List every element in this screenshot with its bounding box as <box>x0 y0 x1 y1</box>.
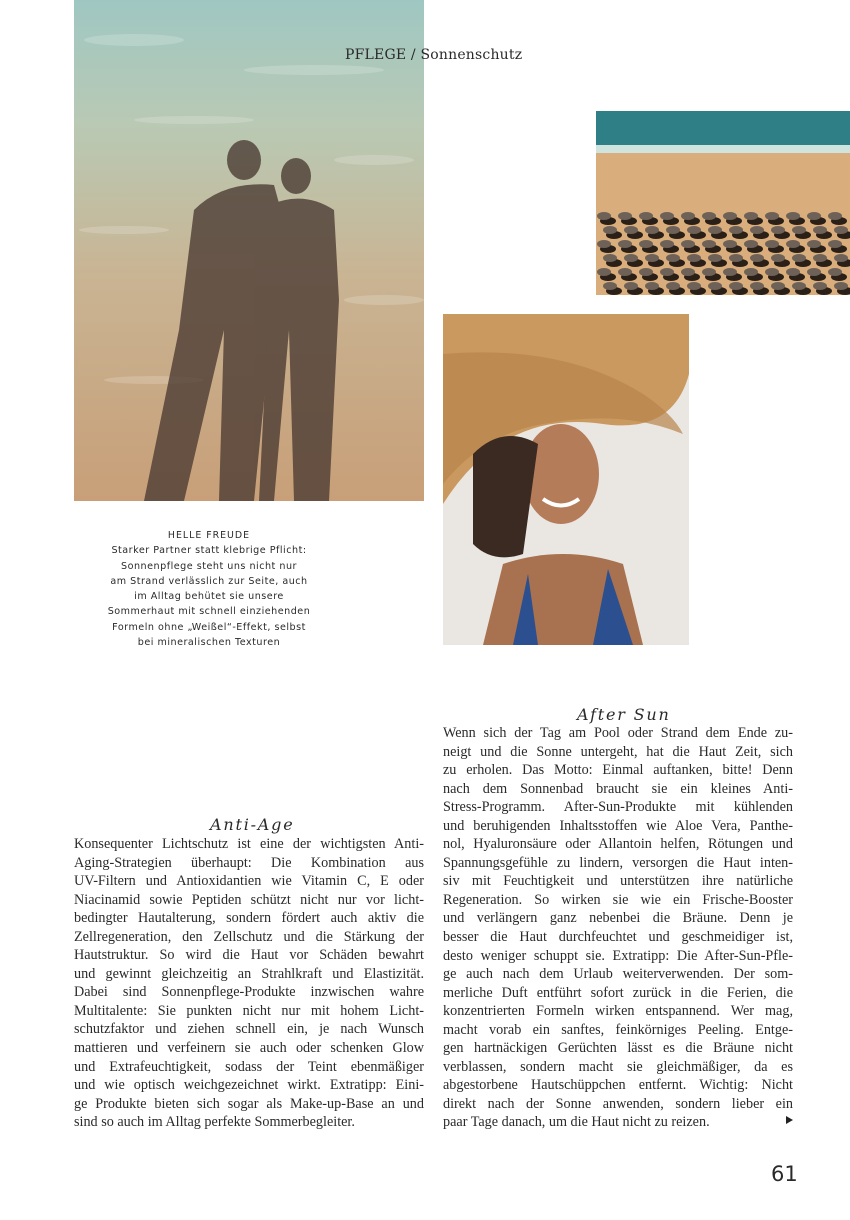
after-sun-body <box>443 724 793 1132</box>
photo-caption <box>74 528 344 650</box>
anti-age-title: Anti-Age <box>210 815 295 834</box>
body-line: neigt und die Sonne untergeht, hat die Haut Zeit, sich <box>443 743 793 760</box>
body-line: gen hartnäckigen Gerüchten lässt es die Bräune nicht <box>443 1040 793 1057</box>
body-line: merliche Duft entführt sofort zurück in die Ferien, die <box>443 984 793 1001</box>
caption-line: bei mineralischen Texturen <box>137 637 281 649</box>
body-line: nach dem Sonnenbad braucht sie ein kleines Anti- <box>443 780 793 797</box>
woman-image <box>443 314 689 645</box>
shadows-image <box>74 0 424 501</box>
caption-line: am Strand verlässlich zur Seite, auch <box>110 575 308 587</box>
body-line: abgestorbene Hautschüppchen entfernt. Wichtig: Nicht <box>443 1077 793 1094</box>
body-line: bedingter Hautalterung, sondern fördert auch aktiv die <box>74 910 424 927</box>
body-line: verblassen, sondern macht sie gleichmäßiger, da es <box>443 1058 793 1075</box>
body-line: mattieren und verfeinern sie auch oder schenken Glow <box>74 1040 424 1057</box>
body-line: siv mit Feuchtigkeit und unterstützen ihre natürliche <box>443 873 793 890</box>
body-line: schutzfaktor und ziehen schnell ein, je nach Wunsch <box>74 1021 424 1038</box>
caption-line: Starker Partner statt klebrige Pflicht: <box>111 545 307 557</box>
body-line: ge auch nach dem Urlaub weiterverwenden. Der som- <box>443 966 793 983</box>
body-line: Dabei sind Sonnenpflege-Produkte inzwischen wahre <box>74 984 424 1001</box>
body-line: paar Tage danach, um die Haut nicht zu reizen. <box>443 1114 710 1131</box>
body-line: desto weniger schuppt sie. Extratipp: Die After-Sun-Pfle- <box>443 947 793 964</box>
body-line: Stress-Programm. After-Sun-Produkte mit kühlenden <box>443 799 793 816</box>
body-line: direkt nach der Sonne anwenden, sondern lieber ein <box>443 1095 793 1112</box>
body-line: besser die Haut durchfeuchtet und geschmeidiger ist, <box>443 929 793 946</box>
section-header: PFLEGE / Sonnenschutz <box>345 47 523 63</box>
caption-line: Formeln ohne „Weißel“-Effekt, selbst <box>112 621 306 633</box>
body-line: und beruhigenden Inhaltsstoffen wie Aloe Vera, Panthe- <box>443 817 793 834</box>
body-line: und Extrafeuchtigkeit, sodass der Teint ebenmäßiger <box>74 1058 424 1075</box>
body-line: nol, Hyaluronsäure oder Allantoin helfen, Rötungen und <box>443 836 793 853</box>
caption-line: im Alltag behütet sie unsere <box>134 591 284 603</box>
body-line: Wenn sich der Tag am Pool oder Strand dem Ende zu- <box>443 725 793 741</box>
body-line: Zellregeneration, den Zellschutz und die Stärkung der <box>74 928 424 945</box>
body-line: sind so auch im Alltag perfekte Sommerbegleiter. <box>74 1114 355 1131</box>
triangle-right-icon <box>786 1116 793 1124</box>
body-line: Konsequenter Lichtschutz ist eine der wichtigsten Anti- <box>74 836 424 852</box>
photo-shadows-in-water <box>74 0 424 501</box>
after-sun-title: After Sun <box>577 705 671 724</box>
body-line: Hautstruktur. So wird die Haut vor Schäden bewahrt <box>74 947 424 964</box>
caption-line: Sonnenpflege steht uns nicht nur <box>121 560 297 572</box>
body-line: Regeneration. So wirken sie wie ein Frische-Booster <box>443 891 793 908</box>
body-line: Spannungsgefühle zu lindern, versorgen die Haut inten- <box>443 854 793 871</box>
photo-woman-straw-hat <box>443 314 689 645</box>
photo-beach-umbrellas <box>596 111 850 295</box>
page-number: 61 <box>771 1162 798 1186</box>
body-line: und verlängern ganz nebenbei die Bräune. Denn je <box>443 910 793 927</box>
body-line: konzentrierten Formeln wirken entspannend. Wer mag, <box>443 1003 793 1020</box>
body-line: UV-Filtern und Antioxidantien wie Vitamin C, E oder <box>74 873 424 890</box>
body-line: zu erholen. Das Motto: Einmal auftanken, bitte! Denn <box>443 762 793 779</box>
body-line: macht vorab ein sanftes, feinkörniges Peeling. Entge- <box>443 1021 793 1038</box>
body-line: ge Produkte bieten sich sogar als Make-up-Base an und <box>74 1095 424 1112</box>
body-line: und wie optisch weichgezeichnet wirkt. Extratipp: Eini- <box>74 1077 424 1094</box>
anti-age-body <box>74 835 424 1132</box>
body-line: Niacinamid sowie Peptiden schützt nicht nur vor licht- <box>74 891 424 908</box>
caption-line: Sommerhaut mit schnell einziehenden <box>107 606 311 618</box>
body-line: Aging-Strategien überhaupt: Die Kombination aus <box>74 854 424 871</box>
body-line: und gewinnt gleichzeitig an Strahlkraft und Elastizität. <box>74 965 424 982</box>
caption-heading: HELLE FREUDE <box>167 530 251 541</box>
body-line: Multitalente: Sie punkten nicht nur mit hohem Licht- <box>74 1002 424 1019</box>
beach-image <box>596 111 850 295</box>
